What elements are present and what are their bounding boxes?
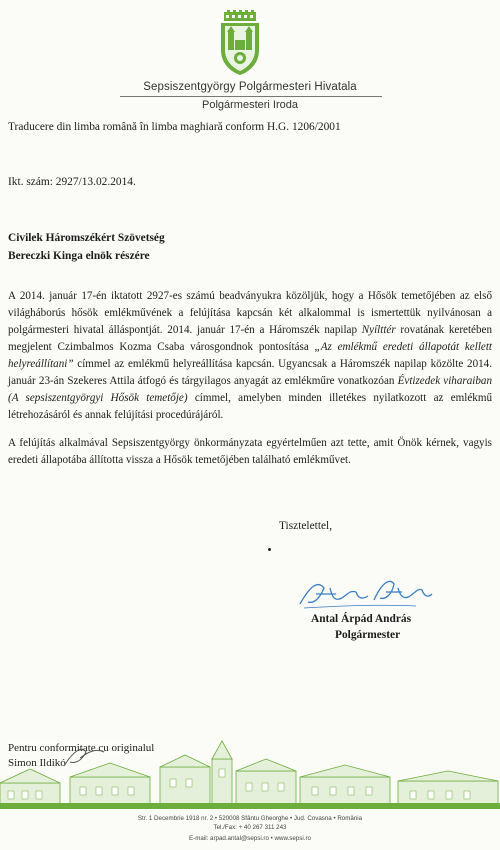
footer-phone: Tel./Fax: + 40 267 311 243: [213, 824, 287, 831]
reference-number: Ikt. szám: 2927/13.02.2014.: [8, 176, 136, 188]
mayor-signature: [296, 574, 436, 614]
header-divider: [120, 96, 382, 97]
signatory-title: Polgármester: [335, 629, 401, 641]
paragraph-1: [8, 288, 492, 424]
column-name: Nyílttér: [361, 324, 396, 336]
paragraph-2: A felújítás alkalmával Sepsiszentgyörgy önkormányzata egyértelműen azt tette, amit Önök kérnek, vagyis eredeti állapotába állította vissza a Hősök temetőjében található emlékművet.: [8, 437, 492, 466]
coat-of-arms-icon: [218, 10, 262, 76]
footer-address: Str. 1 Decembrie 1918 nr. 2 • 520008 Sfântu Gheorghe • Jud. Covasna • România: [137, 815, 363, 822]
footer-email: E-mail: arpad.antal@sepsi.ro • www.sepsi.ro: [189, 835, 311, 842]
article-title-2: Évtizedek viharaiban (A sepsiszentgyörgyi Hősök temetője): [8, 375, 492, 404]
paragraph-1-part-d: címmel, amelyben minden illetékes nyilatkozott az emlékmű létrehozásáról és annak felújítási procedúrájáról.: [8, 392, 492, 421]
certifier-name: Simon Ildikó: [8, 757, 66, 769]
paragraph-1-part-b: rovatának keretében megjelent Czimbalmos Kozma Csaba városgondnok pontosítása: [8, 324, 492, 353]
office-subtitle: Polgármesteri Iroda: [202, 99, 298, 111]
paragraph-1-part-c: címmel az emlékmű helyreállítása kapcsán. Ugyancsak a Háromszék napilap közölte 2014. január 23-án Szekeres Attila átfogó és tárgyilagos anyagát az emlékműre vonatkozóan: [8, 358, 492, 387]
paragraph-1-part-a: A 2014. január 17-én iktatott 2927-es számú beadványukra közöljük, hogy a Hősök temetőjében az első világháborús hősök emlékművének a felújítása kapcsán két alkalommal is ismertettük nyilvánosan a polgármesteri hivatal álláspontját. 2014. január 17-én a Háromszék napilap: [8, 290, 492, 336]
office-name: Sepsiszentgyörgy Polgármesteri Hivatala: [143, 81, 357, 93]
dot-mark: [268, 548, 271, 551]
article-title-1: „Az emlékmű eredeti állapotát kellett helyreállítani”: [8, 341, 492, 370]
recipient-person: Bereczki Kinga elnök részére: [8, 250, 150, 262]
translation-note: Traducere din limba română în limba maghiară conform H.G. 1206/2001: [8, 121, 341, 133]
certification-line: Pentru conformitate cu originalul: [8, 742, 155, 754]
certifier-signature: [60, 742, 110, 772]
signatory-name: Antal Árpád András: [311, 613, 412, 625]
greeting: Tisztelettel,: [279, 520, 333, 532]
letter-body: [8, 288, 492, 480]
recipient-organization: Civilek Háromszékért Szövetség: [8, 232, 165, 244]
